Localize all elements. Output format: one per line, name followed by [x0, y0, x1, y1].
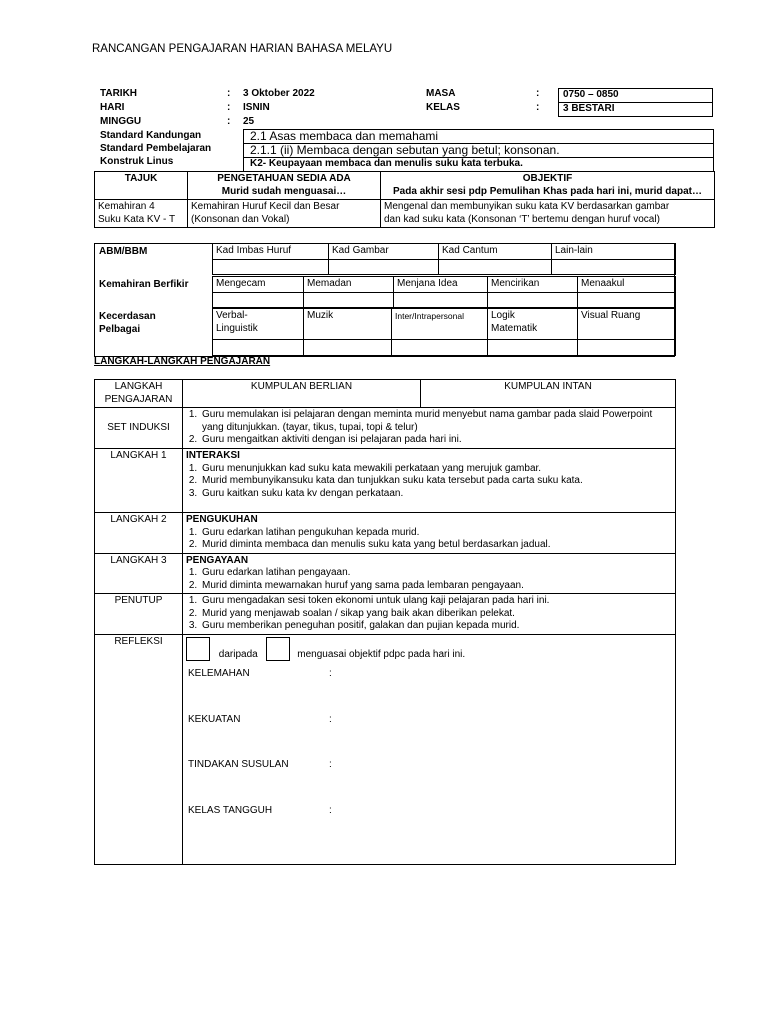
abm-blank — [213, 260, 329, 275]
refleksi-total-box[interactable] — [266, 637, 290, 661]
refleksi-daripada: daripada — [218, 648, 258, 660]
steps-header-langkah-2: PENGAJARAN — [104, 393, 173, 405]
tajuk-line-1: Kemahiran 4 — [98, 201, 155, 212]
kekuatan-colon: : — [329, 714, 332, 725]
kelemahan-label: KELEMAHAN — [188, 668, 250, 679]
abm-item: Kad Cantum — [439, 244, 552, 260]
kecerdasan-table — [212, 308, 676, 356]
tarikh-colon: : — [227, 88, 231, 99]
abm-item: Kad Imbas Huruf — [213, 244, 329, 260]
kemahiran-label: Kemahiran Berfikir — [99, 279, 189, 290]
psa-cell — [188, 200, 381, 228]
abm-blank — [329, 260, 439, 275]
masa-colon: : — [536, 88, 540, 99]
logik-line-1: Logik — [491, 310, 515, 321]
sk-value: 2.1 Asas membaca dan memahami — [250, 129, 439, 143]
tajuk-line-2: Suku Kata KV - T — [98, 213, 176, 225]
kecerdasan-logik — [488, 309, 578, 340]
sp-label: Standard Pembelajaran — [100, 143, 212, 154]
psa-header-title: PENGETAHUAN SEDIA ADA — [217, 173, 351, 184]
kemahiran-table — [212, 276, 676, 308]
tindakan-label: TINDAKAN SUSULAN — [188, 759, 289, 770]
kelas-label: KELAS — [426, 102, 460, 113]
tindakan-colon: : — [329, 759, 332, 770]
langkah1-content — [183, 449, 676, 513]
kelas-tangguh-label: KELAS TANGGUH — [188, 805, 273, 816]
kecerdasan-visual: Visual Ruang — [578, 309, 676, 340]
kecerdasan-inter: Inter/Intrapersonal — [392, 309, 488, 340]
refleksi-menguasai: menguasai objektif pdpc pada hari ini. — [297, 648, 466, 660]
masa-label: MASA — [426, 88, 456, 99]
steps-header-berlian: KUMPULAN BERLIAN — [183, 380, 421, 408]
document-title: RANCANGAN PENGAJARAN HARIAN BAHASA MELAYU — [92, 43, 393, 55]
list-item: 2. Murid membunyikansuku kata dan tunjukkan suku kata tersebut pada carta suku kata. — [200, 475, 672, 488]
kelas-value: 3 BESTARI — [563, 103, 615, 114]
abm-blank — [552, 260, 676, 275]
kl-label: Konstruk Linus — [100, 156, 174, 167]
refleksi-content — [183, 635, 676, 865]
verbal-line-1: Verbal- — [216, 310, 248, 321]
steps-header-langkah — [95, 380, 183, 408]
tajuk-table — [94, 171, 715, 228]
objektif-header-title: OBJEKTIF — [522, 173, 573, 184]
hari-label: HARI — [100, 102, 125, 113]
list-item: 1. Guru edarkan latihan pengayaan. — [200, 567, 672, 580]
kemahiran-item: Mencirikan — [488, 277, 578, 293]
tarikh-value: 3 Oktober 2022 — [243, 88, 315, 99]
kekuatan-label: KEKUATAN — [188, 714, 241, 725]
langkah2-label: LANGKAH 2 — [95, 513, 183, 554]
kelas-colon: : — [536, 102, 540, 113]
langkah2-content — [183, 513, 676, 554]
langkah1-label: LANGKAH 1 — [95, 449, 183, 513]
set-induksi-content — [183, 408, 676, 449]
refleksi-summary — [186, 637, 672, 661]
list-item: 1. Guru menunjukkan kad suku kata mewakili perkataan yang merujuk gambar. — [200, 463, 672, 476]
objektif-cell — [381, 200, 715, 228]
kecerdasan-blank — [488, 340, 578, 356]
kemahiran-blank — [578, 293, 676, 308]
refleksi-count-box[interactable] — [186, 637, 210, 661]
set-induksi-label: SET INDUKSI — [95, 408, 183, 449]
abm-label: ABM/BBM — [99, 246, 148, 257]
langkah2-title: PENGUKUHAN — [186, 514, 258, 525]
refleksi-label: REFLEKSI — [95, 635, 183, 865]
objektif-line-1: Mengenal dan membunyikan suku kata KV berdasarkan gambar — [384, 201, 670, 212]
langkah-heading: LANGKAH-LANGKAH PENGAJARAN — [94, 356, 271, 367]
list-item: 2. Guru mengaitkan aktiviti dengan isi pelajaran pada hari ini. — [200, 434, 672, 447]
penutup-content — [183, 594, 676, 635]
kemahiran-item: Menaakul — [578, 277, 676, 293]
list-item: 1. Guru edarkan latihan pengukuhan kepada murid. — [200, 527, 672, 540]
masa-value: 0750 – 0850 — [563, 89, 619, 100]
kemahiran-item: Mengecam — [213, 277, 304, 293]
langkah1-title: INTERAKSI — [186, 450, 240, 461]
objektif-header-sub: Pada akhir sesi pdp Pemulihan Khas pada hari ini, murid dapat… — [393, 185, 702, 197]
tajuk-cell — [95, 200, 188, 228]
psa-header — [188, 172, 381, 200]
list-item: 1. Guru mengadakan sesi token ekonomi untuk ulang kaji pelajaran pada hari ini. — [200, 595, 672, 608]
minggu-label: MINGGU — [100, 116, 142, 127]
langkah3-title: PENGAYAAN — [186, 554, 249, 566]
psa-header-sub: Murid sudah menguasai… — [221, 185, 347, 197]
objektif-header — [381, 172, 715, 200]
hari-colon: : — [227, 102, 231, 113]
kecerdasan-blank — [392, 340, 488, 356]
list-item: 2. Murid diminta mewarnakan huruf yang sama pada lembaran pengayaan. — [200, 580, 672, 593]
kl-value: K2- Keupayaan membaca dan menulis suku kata terbuka. — [250, 158, 523, 169]
kemahiran-item: Menjana Idea — [394, 277, 488, 293]
steps-header-intan: KUMPULAN INTAN — [421, 380, 676, 408]
kecerdasan-muzik: Muzik — [304, 309, 392, 340]
abm-item: Kad Gambar — [329, 244, 439, 260]
minggu-colon: : — [227, 116, 231, 127]
psa-line-1: Kemahiran Huruf Kecil dan Besar — [191, 201, 340, 212]
logik-line-2: Matematik — [491, 322, 538, 334]
abm-item: Lain-lain — [552, 244, 676, 260]
objektif-line-2: dan kad suku kata (Konsonan ‘T’ bertemu dengan huruf vocal) — [384, 213, 660, 225]
list-item: 2. Murid diminta membaca dan menulis suku kata yang betul berdasarkan jadual. — [200, 539, 672, 552]
abm-blank — [439, 260, 552, 275]
list-item: 1. Guru memulakan isi pelajaran dengan meminta murid menyebut nama gambar pada slaid Powerpoint yang ditunjukkan. (tayar, tikus, tupai, topi & telur) — [200, 409, 672, 434]
steps-table — [94, 379, 676, 865]
sp-value: 2.1.1 (ii) Membaca dengan sebutan yang betul; konsonan. — [250, 143, 560, 157]
kecerdasan-blank — [304, 340, 392, 356]
langkah3-content — [183, 553, 676, 594]
penutup-label: PENUTUP — [95, 594, 183, 635]
psa-line-2: (Konsonan dan Vokal) — [191, 213, 290, 225]
kelemahan-colon: : — [329, 668, 332, 679]
list-item: 3. Guru kaitkan suku kata kv dengan perkataan. — [200, 488, 672, 501]
verbal-line-2: Linguistik — [216, 322, 258, 334]
sk-label: Standard Kandungan — [100, 130, 202, 141]
kemahiran-blank — [394, 293, 488, 308]
minggu-value: 25 — [243, 116, 255, 127]
kemahiran-item: Memadan — [304, 277, 394, 293]
kecerdasan-label-2: Pelbagai — [99, 324, 141, 335]
kemahiran-blank — [213, 293, 304, 308]
kemahiran-blank — [488, 293, 578, 308]
steps-header-langkah-1: LANGKAH — [114, 381, 163, 392]
hari-value: ISNIN — [243, 102, 270, 113]
tajuk-header: TAJUK — [95, 172, 188, 200]
langkah3-label: LANGKAH 3 — [95, 553, 183, 594]
kecerdasan-label-1: Kecerdasan — [99, 311, 156, 322]
abm-table — [212, 243, 676, 275]
tarikh-label: TARIKH — [100, 88, 138, 99]
kecerdasan-verbal — [213, 309, 304, 340]
list-item: 2. Murid yang menjawab soalan / sikap yang baik akan diberikan pelekat. — [200, 608, 672, 621]
kemahiran-blank — [304, 293, 394, 308]
list-item: 3. Guru memberikan peneguhan positif, galakan dan pujian kepada murid. — [200, 620, 672, 633]
kecerdasan-blank — [213, 340, 304, 356]
kelas-tangguh-colon: : — [329, 805, 332, 816]
kecerdasan-blank — [578, 340, 676, 356]
